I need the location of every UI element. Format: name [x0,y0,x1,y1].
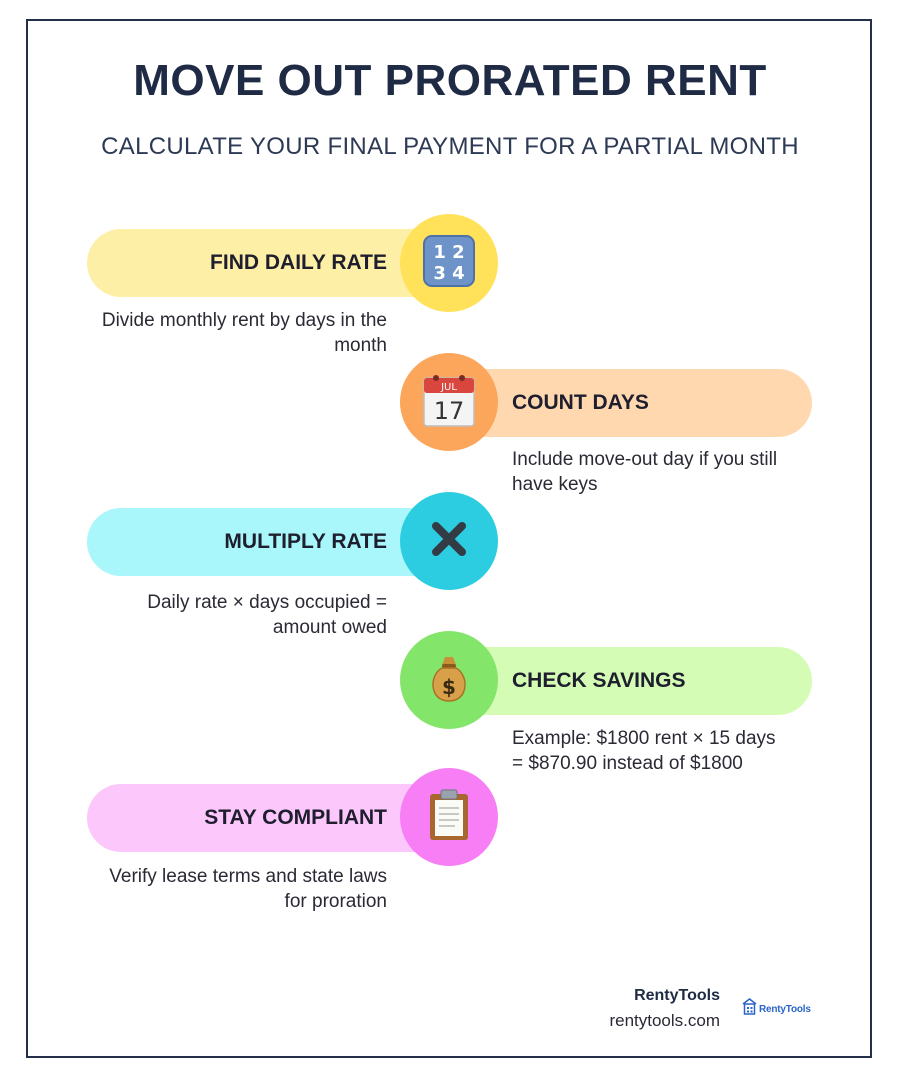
step-circle [400,492,498,590]
step-title: STAY COMPLIANT [204,806,387,829]
step-circle [400,768,498,866]
logo-text: RentyTools [759,1003,811,1015]
step-title: FIND DAILY RATE [210,251,387,274]
step-title: COUNT DAYS [512,391,649,414]
calendar-icon [422,372,476,433]
building-icon [742,998,757,1020]
step-circle [400,214,498,312]
brand-logo [742,998,811,1020]
brand-url[interactable]: rentytools.com [609,1011,720,1030]
step-description: Divide monthly rent by days in the month [101,310,387,356]
step-description: Verify lease terms and state laws for proration [109,866,387,912]
step-circle [400,353,498,451]
svg-text:1 2: 1 2 [433,241,465,263]
step-description: Example: $1800 rent × 15 days = $870.90 instead of $1800 [512,728,776,774]
step-circle [400,631,498,729]
svg-text:17: 17 [433,396,465,425]
svg-text:JUL: JUL [441,381,457,393]
multiply-icon [429,519,469,564]
clipboard-icon [427,788,471,847]
money-bag-icon [427,653,471,708]
step-title: MULTIPLY RATE [224,530,387,553]
step-description: Daily rate × days occupied = amount owed [147,592,387,638]
brand-name: RentyTools [634,987,720,1004]
step-description: Include move-out day if you still have keys [512,449,778,495]
page-subtitle: CALCULATE YOUR FINAL PAYMENT FOR A PARTIAL MONTH [101,133,799,160]
numbers-1234-icon [422,234,476,293]
page-title: MOVE OUT PRORATED RENT [133,56,767,105]
step-title: CHECK SAVINGS [512,669,686,692]
svg-text:3 4: 3 4 [433,262,465,284]
svg-text:$: $ [442,674,456,699]
